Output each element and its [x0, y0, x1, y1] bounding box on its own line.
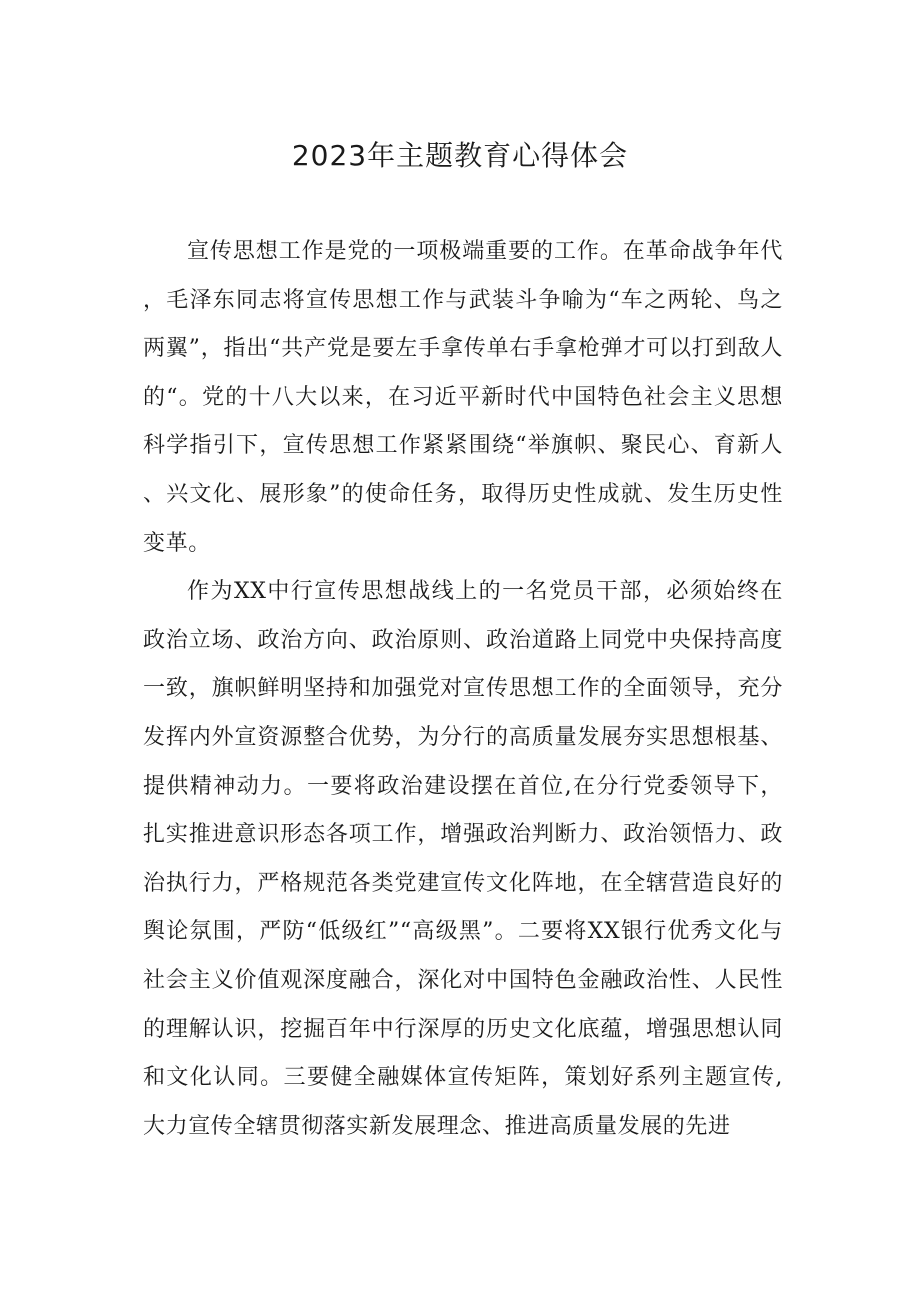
paragraph-1: 宣传思想工作是党的一项极端重要的工作。在革命战争年代，毛泽东同志将宣传思想工作与武装斗争喻为“车之两轮、鸟之两翼”，指出“共产党是要左手拿传单右手拿枪弹才可以打到敌人的“。党的十八大以来，在习近平新时代中国特色社会主义思想科学指引下，宣传思想工作紧紧围绕“举旗帜、聚民心、育新人、兴文化、展形象”的使命任务，取得历史性成就、发生历史性变革。 [143, 239, 783, 556]
paragraph-2: 作为XX中行宣传思想战线上的一名党员干部，必须始终在政治立场、政治方向、政治原则、政治道路上同党中央保持高度一致，旗帜鲜明坚持和加强党对宣传思想工作的全面领导，充分发挥内外宣资源整合优势，为分行的高质量发展夯实思想根基、提供精神动力。一要将政治建设摆在首位,在分行党委领导下，扎实推进意识形态各项工作，增强政治判断力、政治领悟力、政治执行力，严格规范各类党建宣传文化阵地，在全辖营造良好的舆论氛围，严防“低级红”“高级黑”。二要将XX银行优秀文化与社会主义价值观深度融合，深化对中国特色金融政治性、人民性的理解认识，挖掘百年中行深厚的历史文化底蕴，增强思想认同和文化认同。三要健全融媒体宣传矩阵，策划好系列主题宣传,大力宣传全辖贯彻落实新发展理念、推进高质量发展的先进 [143, 579, 783, 1139]
document-body [143, 228, 783, 1151]
document-title: 2023年主题教育心得体会 [291, 139, 629, 172]
